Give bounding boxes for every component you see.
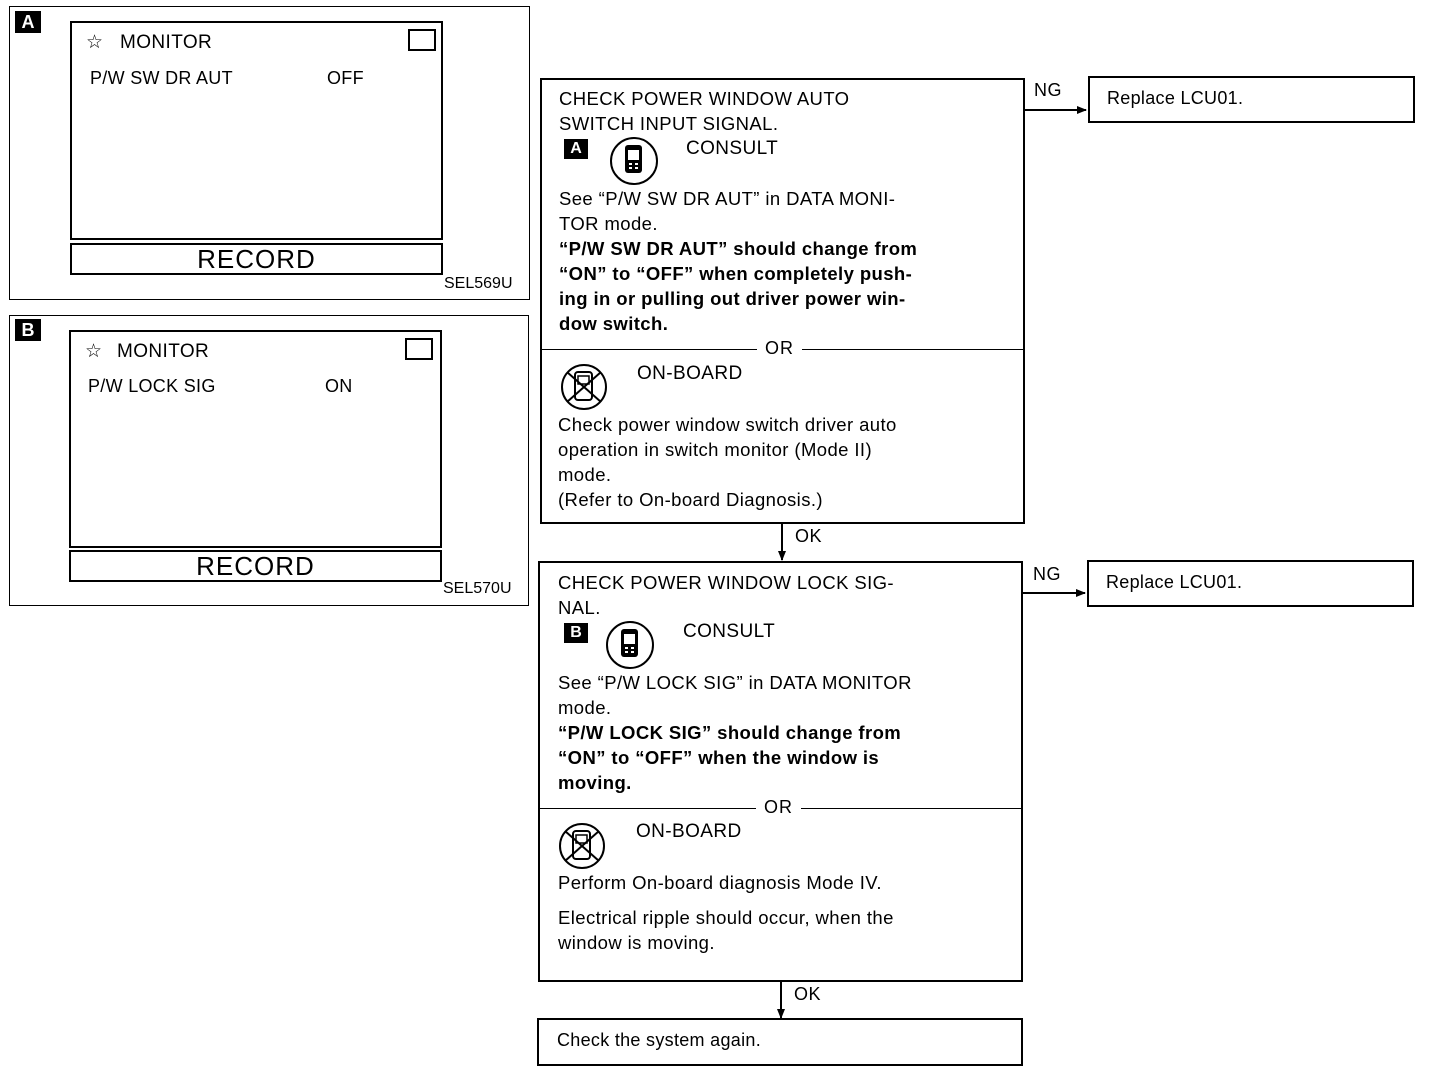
monitor-title: MONITOR xyxy=(117,341,210,362)
ok-label: OK xyxy=(794,984,822,1004)
final-step-text: Check the system again. xyxy=(557,1030,761,1050)
onboard-icon xyxy=(556,362,612,412)
step2-should-text: “P/W LOCK SIG” should change from “ON” to “OFF” when the window is moving. xyxy=(558,722,902,793)
step2-box xyxy=(538,561,1023,982)
or-label: OR xyxy=(757,338,802,359)
consult-icon xyxy=(604,620,658,670)
step1-onboard-text: Check power window switch driver auto operation in switch monitor (Mode II) mode. (Refer to On-board Diagnosis.) xyxy=(558,414,897,510)
panel-tag-a: A xyxy=(15,11,41,33)
ng-action-box xyxy=(1088,76,1415,123)
consult-label: CONSULT xyxy=(686,138,779,159)
star-icon: ☆ xyxy=(86,32,104,53)
monitor-title: MONITOR xyxy=(120,32,213,53)
step1-box xyxy=(540,78,1025,524)
onboard-icon xyxy=(554,821,610,871)
step1-should-text: “P/W SW DR AUT” should change from “ON” to “OFF” when completely push- ing in or pulling out driver power win- dow switch. xyxy=(559,238,918,334)
step1-see-text: See “P/W SW DR AUT” in DATA MONI- TOR mode. xyxy=(559,188,896,234)
figure-code: SEL569U xyxy=(444,275,513,292)
monitor-item-label: P/W LOCK SIG xyxy=(88,376,216,396)
step2-title: CHECK POWER WINDOW LOCK SIG- NAL. xyxy=(558,572,894,618)
onboard-label: ON-BOARD xyxy=(637,363,743,384)
star-icon: ☆ xyxy=(85,341,103,362)
monitor-item-value: ON xyxy=(325,376,353,396)
or-label: OR xyxy=(756,797,801,818)
consult-icon xyxy=(608,136,662,186)
figure-code: SEL570U xyxy=(443,580,512,597)
monitor-item-label: P/W SW DR AUT xyxy=(90,68,233,88)
consult-label: CONSULT xyxy=(683,621,776,642)
record-button[interactable]: RECORD xyxy=(69,550,442,582)
ng-label: NG xyxy=(1033,564,1061,584)
final-step-box xyxy=(537,1018,1023,1066)
consult-tag-b: B xyxy=(564,623,588,643)
panel-tag-b: B xyxy=(15,319,41,341)
ng-label: NG xyxy=(1034,80,1062,100)
step2-ripple-text: Electrical ripple should occur, when the window is moving. xyxy=(558,907,894,953)
consult-tag-a: A xyxy=(564,139,588,159)
record-button[interactable]: RECORD xyxy=(70,243,443,275)
step2-see-text: See “P/W LOCK SIG” in DATA MONITOR mode. xyxy=(558,672,912,718)
step2-perform-text: Perform On-board diagnosis Mode IV. xyxy=(558,872,882,893)
ng-action-text: Replace LCU01. xyxy=(1106,572,1243,592)
ng-action-text: Replace LCU01. xyxy=(1107,88,1244,108)
onboard-label: ON-BOARD xyxy=(636,821,742,842)
ng-action-box xyxy=(1087,560,1414,607)
step1-title: CHECK POWER WINDOW AUTO SWITCH INPUT SIGNAL. xyxy=(559,88,850,134)
ok-label: OK xyxy=(795,526,823,546)
monitor-item-value: OFF xyxy=(327,68,364,88)
